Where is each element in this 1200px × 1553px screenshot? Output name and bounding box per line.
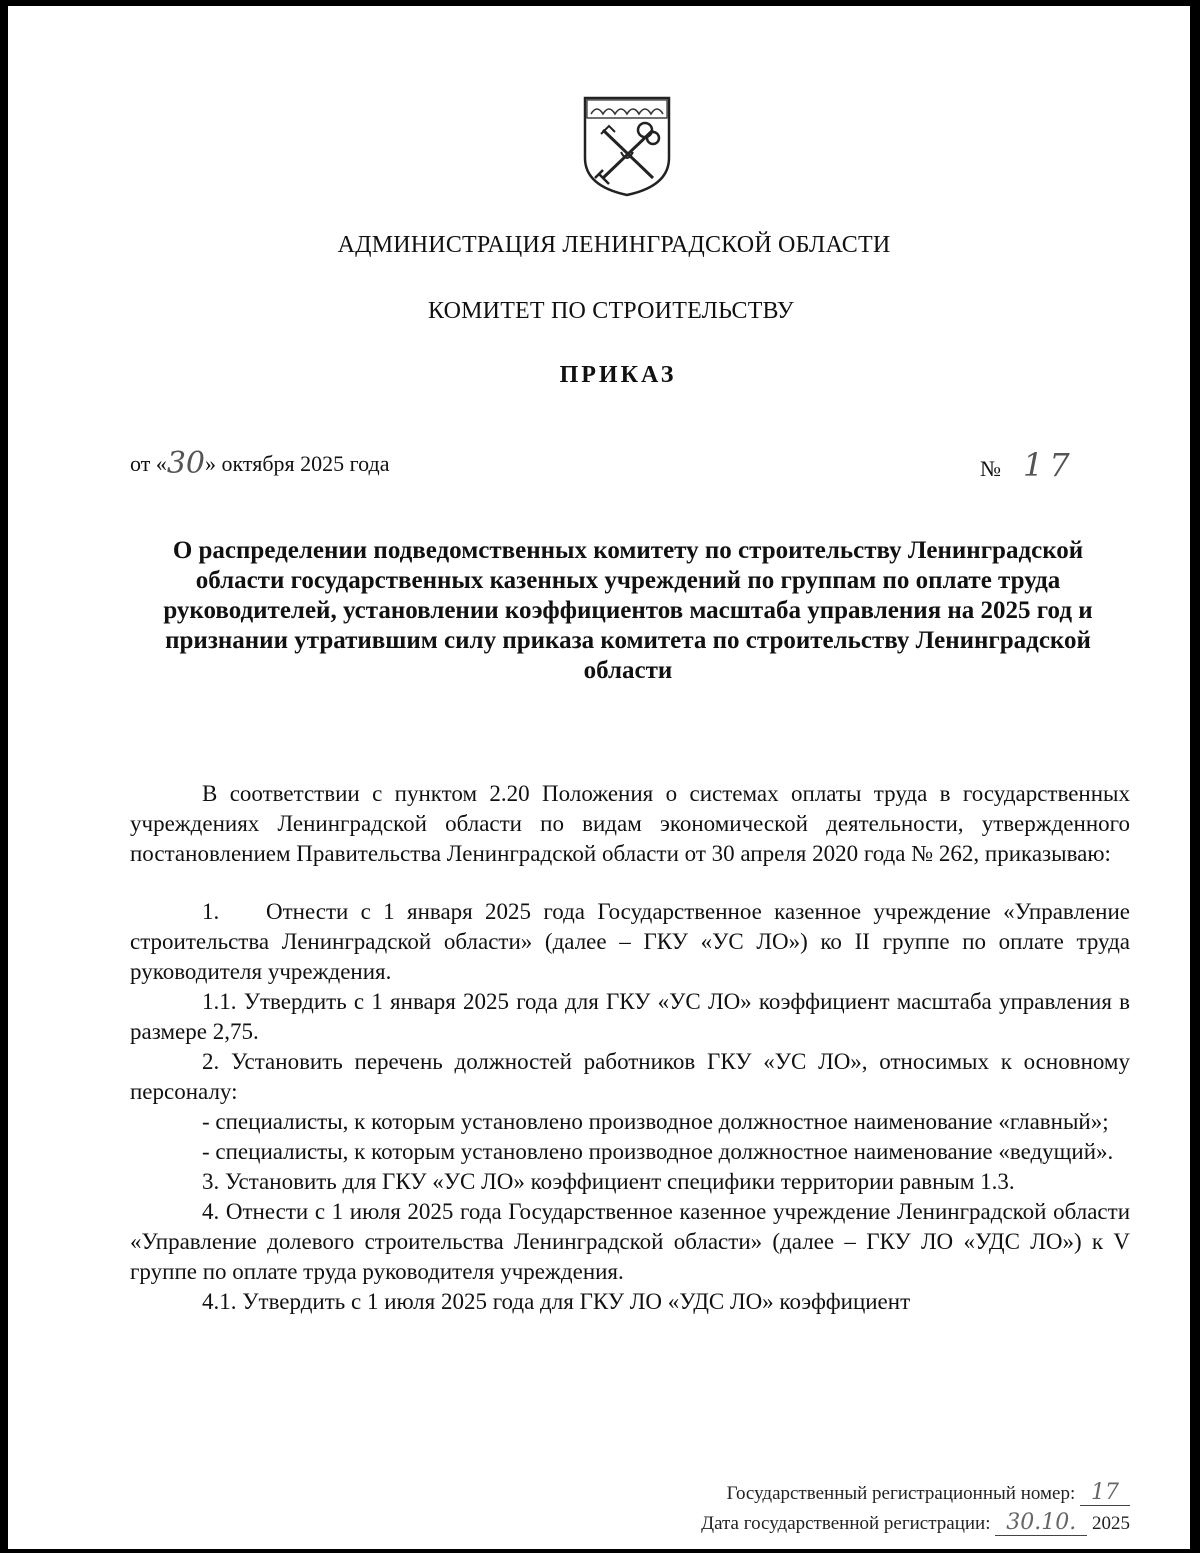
paragraph-2: 2. Установить перечень должностей работников ГКУ «УС ЛО», относимых к основному персоналу:	[130, 1049, 1130, 1104]
date-suffix: » октября 2025 года	[205, 451, 390, 476]
handwritten-number: 17	[1023, 446, 1076, 484]
registration-date-label: Дата государственной регистрации:	[701, 1513, 991, 1534]
paragraph-1-text: Отнести с 1 января 2025 года Государственное казенное учреждение «Управление строительства Ленинградской области» (далее – ГКУ «УС ЛО») ко II группе по оплате труда руководителя учреждения.	[130, 899, 1130, 984]
scan-edge-bottom	[0, 1549, 1200, 1553]
registration-year: 2025	[1092, 1513, 1130, 1534]
paragraph-1	[130, 897, 1130, 987]
handwritten-registration-number: 17	[1080, 1480, 1130, 1506]
order-title: О распределении подведомственных комитету по строительству Ленинградской области государственных казенных учреждений по группам по оплате труда руководителей, установлении коэффициентов масштаба управления на 2025 год и признании утратившим силу приказа комитета по строительству Ленинградской области	[163, 537, 1093, 684]
coat-of-arms-emblem	[581, 94, 673, 198]
handwritten-day: 30	[166, 446, 206, 481]
registration-number-label: Государственный регистрационный номер:	[726, 1483, 1076, 1504]
paragraph-4: 4. Отнести с 1 июля 2025 года Государственное казенное учреждение Ленинградской области «Управление долевого строительства Ленинградской области» (далее – ГКУ ЛО «УДС ЛО») к V группе по оплате труда руководителя учреждения.	[130, 1199, 1130, 1284]
intro-paragraph: В соответствии с пунктом 2.20 Положения о системах оплаты труда в государственных учреждениях Ленинградской области по видам экономической деятельности, утвержденного постановлением Правительства Ленинградской области от 30 апреля 2020 года № 262, приказываю:	[130, 781, 1130, 866]
committee-heading: КОМИТЕТ ПО СТРОИТЕЛЬСТВУ	[427, 298, 795, 324]
paragraph-2-item-a: - специалисты, к которым установлено производное должностное наименование «главный»;	[202, 1109, 1109, 1134]
order-body	[130, 779, 1130, 1317]
paragraph-2-item-b: - специалисты, к которым установлено производное должностное наименование «ведущий».	[202, 1139, 1114, 1164]
registration-number-line	[727, 1480, 1130, 1506]
number-label: №	[980, 456, 1001, 481]
registration-date-line	[701, 1510, 1130, 1536]
paragraph-1-1: 1.1. Утвердить с 1 января 2025 года для ГКУ «УС ЛО» коэффициент масштаба управления в размере 2,75.	[130, 989, 1130, 1044]
administration-heading: АДМИНИСТРАЦИЯ ЛЕНИНГРАДСКОЙ ОБЛАСТИ	[337, 232, 891, 258]
date-prefix: от «	[130, 451, 167, 476]
order-date	[130, 446, 389, 481]
order-number	[980, 446, 1076, 484]
scan-edge-top	[0, 0, 1200, 6]
paragraph-1-number: 1.	[202, 899, 220, 924]
handwritten-registration-date: 30.10.	[995, 1510, 1087, 1536]
document-type-heading: ПРИКАЗ	[559, 362, 677, 388]
paragraph-4-1: 4.1. Утвердить с 1 июля 2025 года для ГКУ ЛО «УДС ЛО» коэффициент	[202, 1289, 911, 1314]
paragraph-3: 3. Установить для ГКУ «УС ЛО» коэффициент специфики территории равным 1.3.	[202, 1169, 1015, 1194]
